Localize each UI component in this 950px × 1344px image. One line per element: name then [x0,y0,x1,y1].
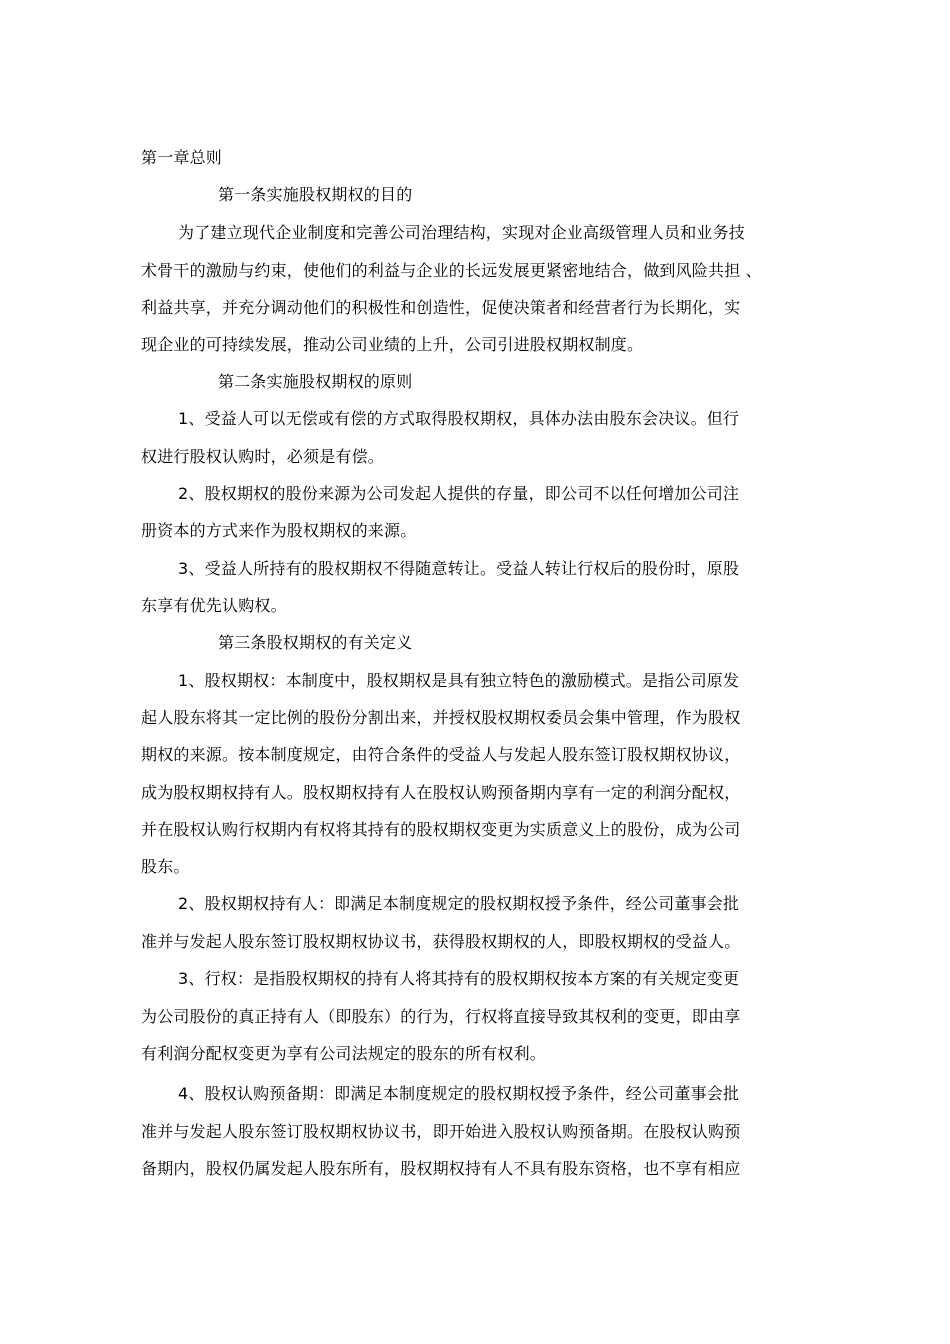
article-3-item-4-line: 备期内，股权仍属发起人股东所有，股权期权持有人不具有股东资格，也不享有相应 [141,1159,741,1178]
article-3-item-1-line: 起人股东将其一定比例的股份分割出来，并授权股权期权委员会集中管理，作为股权 [141,708,741,727]
article-3-item-1-line: 股东。 [141,857,190,876]
article-3-item-1-line: 并在股权认购行权期内有权将其持有的股权期权变更为实质意义上的股份，成为公司 [141,820,741,839]
article-1-line: 现企业的可持续发展，推动公司业绩的上升，公司引进股权期权制度。 [141,335,644,354]
article-3-item-3-line: 3、行权：是指股权期权的持有人将其持有的股权期权按本方案的有关规定变更 [178,969,740,988]
article-3-heading: 第三条股权期权的有关定义 [218,633,413,652]
article-3-item-2-line: 2、股权期权持有人：即满足本制度规定的股权期权授予条件，经公司董事会批 [178,894,740,913]
article-1-line: 为了建立现代企业制度和完善公司治理结构，实现对企业高级管理人员和业务技 [178,223,746,242]
article-2-item-1-line: 1、受益人可以无偿或有偿的方式取得股权期权，具体办法由股东会决议。但行 [178,409,740,428]
article-3-item-1-line: 1、股权期权：本制度中，股权期权是具有独立特色的激励模式。是指公司原发 [178,671,740,690]
article-3-item-3-line: 为公司股份的真正持有人（即股东）的行为，行权将直接导致其权利的变更，即由享 [141,1007,741,1026]
article-2-item-2-line: 册资本的方式来作为股权期权的来源。 [141,521,417,540]
article-3-item-3-line: 有利润分配权变更为享有公司法规定的股东的所有权利。 [141,1044,547,1063]
article-3-item-1-line: 成为股权期权持有人。股权期权持有人在股权认购预备期内享有一定的利润分配权， [141,783,741,802]
article-1-line: 术骨干的激励与约束，使他们的利益与企业的长远发展更紧密地结合，做到风险共担 、 [141,261,762,280]
article-3-item-2-line: 准并与发起人股东签订股权期权协议书，获得股权期权的人，即股权期权的受益人。 [141,932,741,951]
article-1-heading: 第一条实施股权期权的目的 [218,185,413,204]
article-1-line: 利益共享，并充分调动他们的积极性和创造性，促使决策者和经营者行为长期化，实 [141,298,741,317]
article-3-item-4-line: 4、股权认购预备期：即满足本制度规定的股权期权授予条件，经公司董事会批 [178,1084,740,1103]
article-2-item-2-line: 2、股权期权的股份来源为公司发起人提供的存量，即公司不以任何增加公司注 [178,484,740,503]
article-3-item-1-line: 期权的来源。按本制度规定，由符合条件的受益人与发起人股东签订股权期权协议， [141,745,741,764]
article-2-item-1-line: 权进行股权认购时，必须是有偿。 [141,447,385,466]
article-2-item-3-line: 3、受益人所持有的股权期权不得随意转让。受益人转让行权后的股份时，原股 [178,559,740,578]
article-3-item-4-line: 准并与发起人股东签订股权期权协议书，即开始进入股权认购预备期。在股权认购预 [141,1122,741,1141]
article-2-item-3-line: 东享有优先认购权。 [141,596,287,615]
chapter-title: 第一章总则 [141,148,223,167]
article-2-heading: 第二条实施股权期权的原则 [218,372,413,391]
